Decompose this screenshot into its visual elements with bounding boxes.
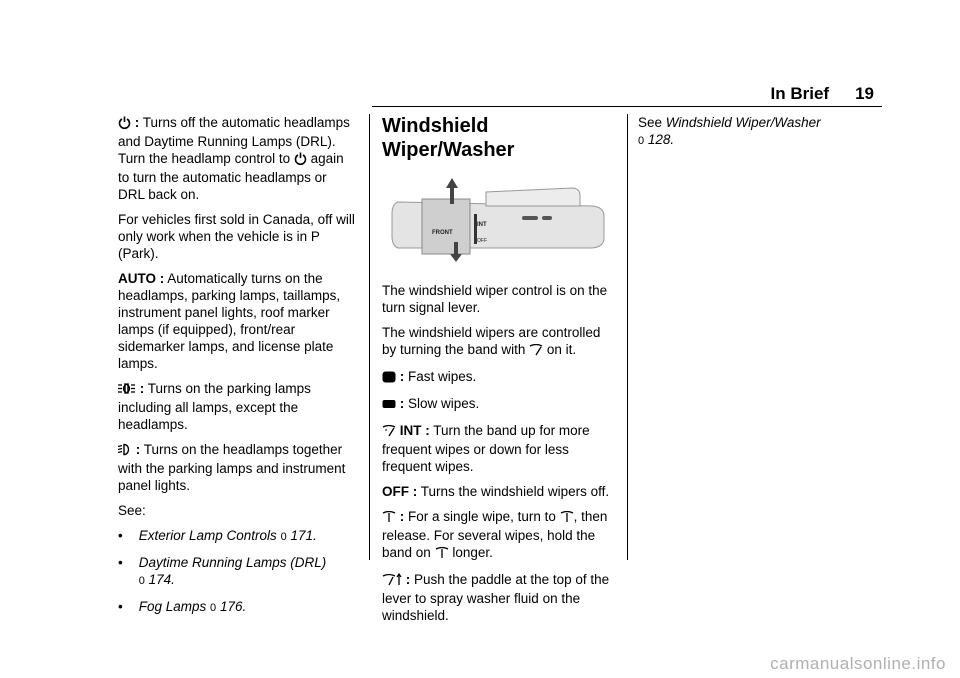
wiper-lever-illustration: [382, 172, 612, 270]
slow-wipes-paragraph: : Slow wipes.: [382, 395, 614, 414]
off-paragraph: [118, 114, 356, 203]
parking-term: :: [139, 381, 145, 396]
page-ref-symbol: 0: [280, 531, 287, 543]
cross-reference-link[interactable]: Daytime Running Lamps (DRL): [138, 555, 327, 570]
wiper-intro-1: The windshield wiper control is on the turn signal lever.: [382, 283, 608, 315]
page-number: 19: [855, 84, 874, 103]
headlamps-paragraph: [118, 441, 356, 494]
canada-paragraph: For vehicles first sold in Canada, off will only work when the vehicle is in P (Park).: [118, 212, 355, 261]
intermittent-wiper-icon: [382, 424, 396, 441]
see-bullet: [118, 527, 356, 546]
bullet-mark: •: [118, 528, 123, 543]
page-reference[interactable]: 128.: [647, 132, 675, 147]
fast-wipe-icon: [382, 370, 396, 387]
parking-text: Turns on the parking lamps including all lamps, except the headlamps.: [118, 381, 311, 432]
lever-int-label: INT: [477, 222, 487, 228]
off-text: Turns off the automatic headlamps and Daytime Running Lamps (DRL). Turn the headlamp control to: [118, 115, 350, 166]
see-bullet: [118, 554, 356, 590]
watermark: carmanualsonline.info: [770, 654, 946, 673]
page-reference[interactable]: 171.: [290, 528, 317, 543]
page-header: [771, 84, 874, 104]
right-column: [638, 114, 878, 158]
column-divider: [369, 114, 370, 560]
section-heading: Windshield Wiper/Washer: [382, 115, 515, 161]
mist-paragraph: : For a single wipe, turn to , then release. For several wipes, hold the band on longer.: [382, 508, 614, 563]
int-paragraph: INT : Turn the band up for more frequent wipes or down for less frequent wipes.: [382, 423, 590, 474]
auto-paragraph: [118, 270, 356, 372]
headlamp-term: :: [135, 442, 141, 457]
slow-wipe-icon: [382, 397, 396, 414]
middle-column: [382, 114, 614, 632]
section-title: In Brief: [770, 84, 830, 103]
bullet-mark: •: [118, 599, 123, 614]
lever-front-label: FRONT: [432, 230, 453, 236]
wiper-icon: [529, 343, 543, 360]
washer-icon: [382, 573, 402, 590]
page-reference[interactable]: 174.: [148, 572, 175, 587]
page-reference[interactable]: 176.: [219, 599, 247, 614]
mist-wiper-icon: [382, 510, 396, 527]
bullet-mark: •: [118, 555, 123, 570]
lever-off-label: OFF: [477, 238, 487, 244]
page-ref-symbol: 0: [210, 602, 217, 614]
power-off-icon: [294, 152, 307, 169]
see-bullet: [118, 598, 356, 617]
page-ref-symbol: 0: [638, 135, 645, 147]
cross-reference-link[interactable]: Fog Lamps: [138, 599, 207, 614]
headlamp-text: Turns on the headlamps together with the parking lamps and instrument panel lights.: [118, 442, 346, 493]
column-divider: [627, 114, 628, 560]
fast-wipes-paragraph: : Fast wipes.: [382, 368, 614, 387]
see-also-paragraph: See Windshield Wiper/Washer 0 128.: [638, 115, 821, 147]
off-paragraph: OFF : Turns the windshield wipers off.: [382, 484, 610, 499]
mist-wiper-icon: [435, 546, 449, 563]
power-off-icon: [118, 116, 131, 133]
washer-paragraph: : Push the paddle at the top of the lever to spray washer fluid on the windshield.: [382, 572, 610, 623]
cross-reference-link[interactable]: Windshield Wiper/Washer: [665, 115, 821, 130]
mist-wiper-icon: [560, 510, 574, 527]
parking-lamps-icon: [118, 382, 136, 399]
wiper-intro-2: The windshield wipers are controlled by turning the band with on it.: [382, 324, 614, 360]
page-ref-symbol: 0: [138, 575, 145, 587]
header-rule: [372, 106, 882, 107]
auto-term: AUTO :: [118, 271, 165, 286]
cross-reference-link[interactable]: Exterior Lamp Controls: [138, 528, 277, 543]
off-term: :: [134, 115, 140, 130]
headlamp-icon: [118, 443, 132, 460]
off-text-2: again to turn the automatic headlamps or DRL back on.: [118, 151, 344, 202]
auto-text: Automatically turns on the headlamps, parking lamps, taillamps, instrument panel lights, roof marker lamps (if equipped), front/rear sidemarker lamps, and license plate lamps.: [118, 271, 341, 371]
parking-lamps-paragraph: [118, 380, 356, 433]
see-label: See:: [118, 503, 146, 518]
left-column: [118, 114, 356, 625]
